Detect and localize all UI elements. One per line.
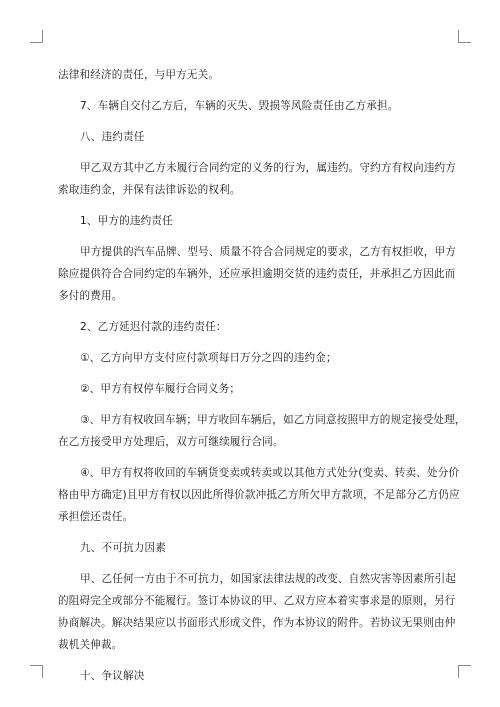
text-line: 1、甲方的违约责任 bbox=[80, 215, 173, 227]
text-line: 7、车辆自交付乙方后，车辆的灭失、毁损等风险责任由乙方承担。 bbox=[80, 100, 399, 112]
text-line: ①、乙方向甲方支付应付款项每日万分之四的违约金； bbox=[80, 352, 337, 364]
text-line: 索取违约金，并保有法律诉讼的权利。 bbox=[58, 184, 241, 196]
corner-crop-mark-top-left bbox=[30, 30, 43, 43]
text-line: 2、乙方延迟付款的违约责任： bbox=[80, 321, 227, 333]
text-line: 在乙方接受甲方处理后，双方可继续履行合同。 bbox=[58, 436, 284, 448]
paragraph bbox=[58, 64, 445, 86]
text-line: 甲方提供的汽车品牌、型号、质量不符合合同规定的要求，乙方有权拒收，甲方 bbox=[80, 246, 457, 258]
text-line: 承担偿还责任。 bbox=[58, 511, 134, 523]
paragraph bbox=[58, 241, 457, 307]
text-line: 八、违约责任 bbox=[80, 131, 145, 143]
section-heading bbox=[58, 665, 445, 687]
text-line: 除应提供符合合同约定的车辆外，还应承担逾期交货的违约责任，并承担乙方因此而 bbox=[58, 268, 456, 280]
document-body bbox=[58, 64, 466, 687]
section-heading bbox=[58, 537, 445, 559]
text-line: 法律和经济的责任，与甲方无关。 bbox=[58, 69, 220, 81]
text-line: 的阻碍完全或部分不能履行。签订本协议的甲、乙双方应本着实事求是的原则，另行 bbox=[58, 595, 456, 607]
text-line: 多付的费用。 bbox=[58, 290, 123, 302]
paragraph bbox=[58, 95, 445, 117]
section-heading bbox=[58, 126, 445, 148]
text-line: 协商解决。解决结果应以书面形式形成文件，作为本协议的附件。若协议无果则由仲 bbox=[58, 617, 456, 629]
list-item bbox=[58, 347, 445, 369]
text-line: 甲乙双方其中乙方未履行合同约定的义务的行为，属违约。守约方有权向违约方 bbox=[80, 162, 457, 174]
text-line: 裁机关伸裁。 bbox=[58, 639, 123, 651]
text-line: ④、甲方有权将收回的车辆货变卖或转卖或以其他方式处分(变卖、转卖、处分价 bbox=[80, 467, 460, 479]
subsection-heading bbox=[58, 210, 445, 232]
text-line: ②、甲方有权停车履行合同义务； bbox=[80, 383, 241, 395]
list-item bbox=[58, 409, 466, 453]
text-line: ③、甲方有权收回车辆；甲方收回车辆后，如乙方同意按照甲方的规定接受处理， bbox=[80, 414, 466, 426]
paragraph bbox=[58, 157, 457, 201]
subsection-heading bbox=[58, 316, 445, 338]
list-item bbox=[58, 378, 445, 400]
list-item bbox=[58, 462, 460, 528]
text-line: 甲、乙任何一方由于不可抗力，如国家法律法规的改变、自然灾害等因素所引起 bbox=[80, 573, 457, 585]
corner-crop-mark-bottom-left bbox=[30, 665, 43, 678]
corner-crop-mark-bottom-right bbox=[458, 665, 471, 678]
corner-crop-mark-top-right bbox=[458, 30, 471, 43]
text-line: 九、不可抗力因素 bbox=[80, 542, 166, 554]
text-line: 格由甲方确定)且甲方有权以因此所得价款冲抵乙方所欠甲方款项，不足部分乙方仍应 bbox=[58, 489, 460, 501]
text-line: 十、争议解决 bbox=[80, 670, 145, 682]
paragraph bbox=[58, 568, 457, 656]
